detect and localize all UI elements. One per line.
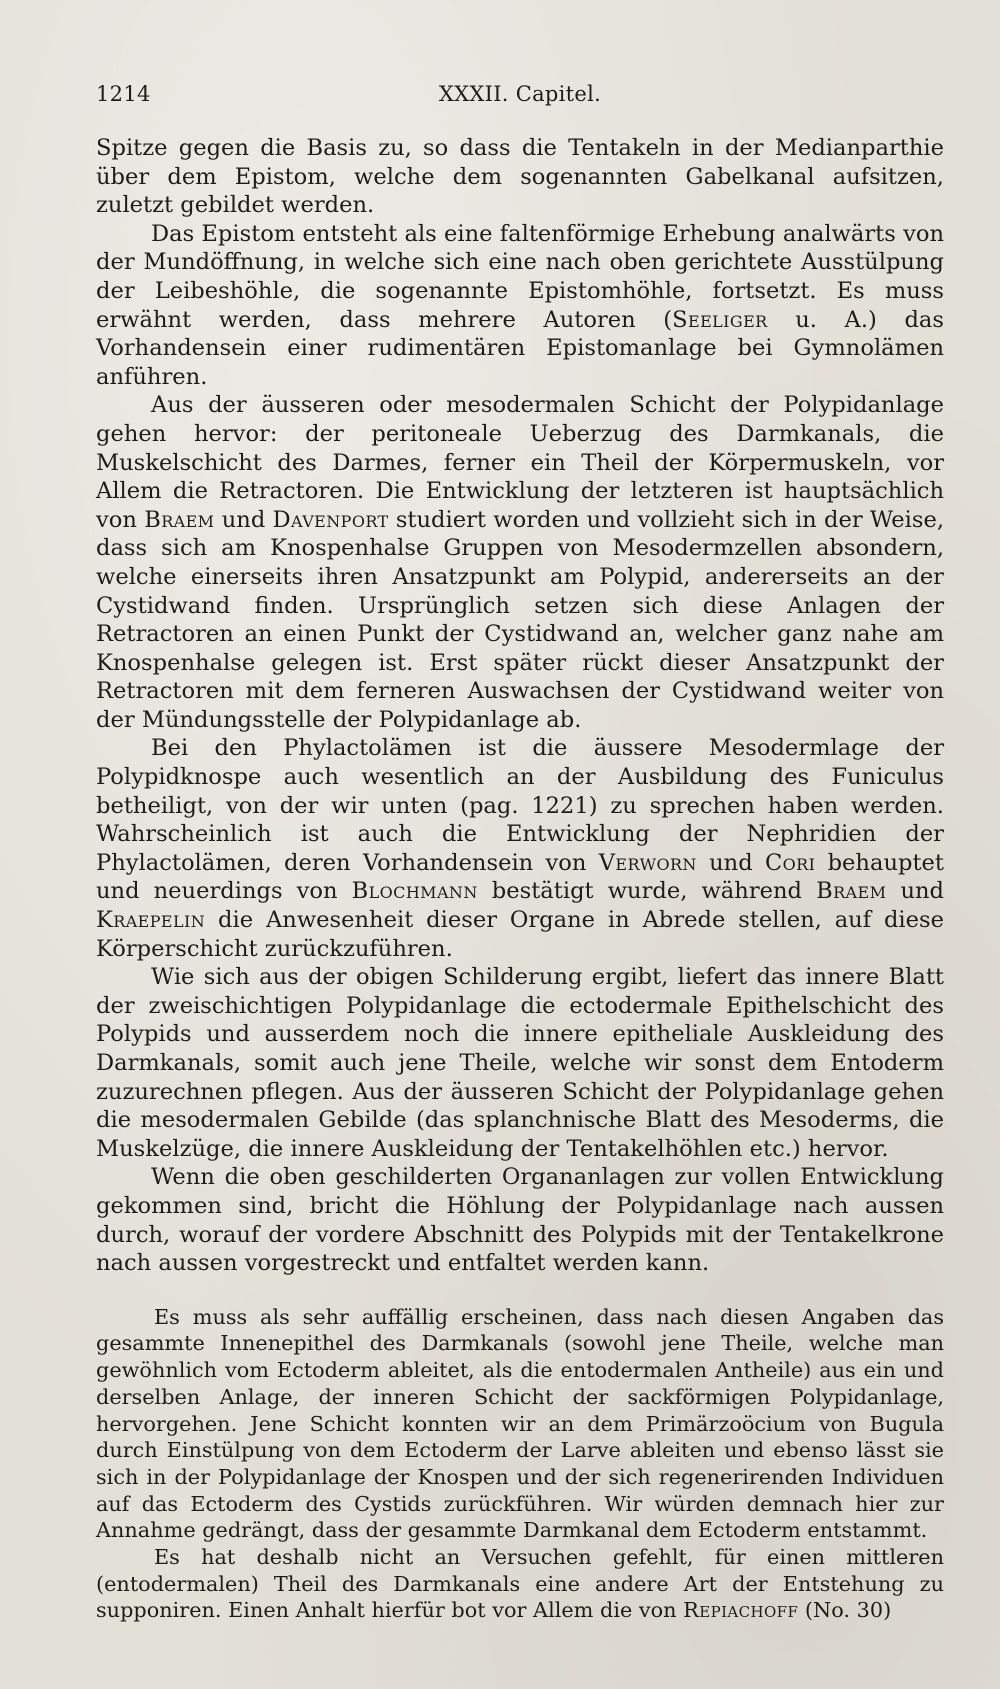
author-name: Verworn xyxy=(598,849,697,876)
paragraph-1: Spitze gegen die Basis zu, so dass die Tentakeln in der Medianparthie über dem Epistom, welche dem sogenannten Gabelkanal aufsitzen, zuletzt gebildet werden. xyxy=(96,135,944,219)
paragraph-6: Wenn die oben geschilderten Organanlagen zur vollen Entwicklung gekommen sind, bricht die Höhlung der Polypidanlage nach aussen durch, worauf der vordere Abschnitt des Polypids mit der Tentakelkrone nach aussen vorgestreckt und entfaltet werden kann. xyxy=(96,1164,944,1277)
remark-paragraph-1: Es muss als sehr auffällig erscheinen, dass nach diesen Angaben das gesammte Innenepithel des Darmkanals (sowohl jene Theile, welche man gewöhnlich vom Ectoderm ableitet, als die entodermalen Antheile) aus ein und derselben Anlage, der inneren Schicht der sackförmigen Polypidanlage, hervorgehen. Jene Schicht konnten wir an dem Primärzoöcium von Bugula durch Einstülpung von dem Ectoderm der Larve ableiten und ebenso lässt sie sich in der Polypidanlage der Knospen und der sich regenerirenden Individuen auf das Ectoderm des Cystids zurückführen. Wir würden demnach hier zur Annahme gedrängt, dass der gesammte Darmkanal dem Ectoderm entstammt. xyxy=(96,1304,944,1543)
author-name: Blochmann xyxy=(351,878,478,905)
small-print-remarks xyxy=(96,1304,944,1624)
page-number: 1214 xyxy=(96,82,151,106)
chapter-title: XXXII. Capitel. xyxy=(438,82,602,106)
remark-paragraph-2: Es hat deshalb nicht an Versuchen gefehlt, für einen mittleren (entodermalen) Theil des Darmkanals eine andere Art der Entstehung zu supponiren. Einen Anhalt hierfür bot vor Allem die von Repiachoff (No. 30) xyxy=(96,1545,944,1623)
author-name: Repiachoff xyxy=(683,1598,799,1623)
author-name: Seeliger xyxy=(672,306,768,333)
author-name: Davenport xyxy=(272,506,389,533)
author-name: Braem xyxy=(816,878,887,905)
author-name: Cori xyxy=(764,849,816,876)
author-name: Braem xyxy=(144,506,215,533)
main-text xyxy=(96,134,944,1278)
paragraph-4: Bei den Phylactolämen ist die äussere Mesodermlage der Polypidknospe auch wesentlich an der Ausbildung des Funiculus betheiligt, von der wir unten (pag. 1221) zu sprechen haben werden. Wahrscheinlich ist auch die Entwicklung der Nephridien der Phylactolämen, deren Vorhandensein von Verworn und Cori behauptet und neuerdings von Blochmann bestätigt wurde, während Braem und Kraepelin die Anwesenheit dieser Organe in Abrede stellen, auf diese Körperschicht zurückzuführen. xyxy=(96,735,945,962)
page-header xyxy=(96,80,944,120)
paragraph-3: Aus der äusseren oder mesodermalen Schicht der Polypidanlage gehen hervor: der peritoneale Ueberzug des Darmkanals, die Muskelschicht des Darmes, ferner ein Theil der Körpermuskeln, vor Allem die Retractoren. Die Entwicklung der letzteren ist hauptsächlich von Braem und Davenport studiert worden und vollzieht sich in der Weise, dass sich am Knospenhalse Gruppen von Mesodermzellen absondern, welche einerseits ihren Ansatzpunkt am Polypid, andererseits an der Cystidwand finden. Ursprünglich setzen sich diese Anlagen der Retractoren an einen Punkt der Cystidwand an, welcher ganz nahe am Knospenhalse gelegen ist. Erst später rückt dieser Ansatzpunkt der Retractoren mit dem ferneren Auswachsen der Cystidwand weiter von der Mündungsstelle der Polypidanlage ab. xyxy=(96,392,944,733)
paragraph-2: Das Epistom entsteht als eine faltenförmige Erhebung analwärts von der Mundöffnung, in welche sich eine nach oben gerichtete Ausstülpung der Leibeshöhle, die sogenannte Epistomhöhle, fortsetzt. Es muss erwähnt werden, dass mehrere Autoren (Seeliger u. A.) das Vorhandensein einer rudimentären Epistomanlage bei Gymnolämen anführen. xyxy=(96,220,944,390)
paragraph-5: Wie sich aus der obigen Schilderung ergibt, liefert das innere Blatt der zweischichtigen Polypidanlage die ectodermale Epithelschicht des Polypids und ausserdem noch die innere epitheliale Auskleidung des Darmkanals, somit auch jene Theile, welche wir sonst dem Entoderm zuzurechnen pflegen. Aus der äusseren Schicht der Polypidanlage gehen die mesodermalen Gebilde (das splanchnische Blatt des Mesoderms, die Muskelzüge, die innere Auskleidung der Tentakelhöhlen etc.) hervor. xyxy=(96,964,944,1162)
author-name: Kraepelin xyxy=(96,907,206,934)
